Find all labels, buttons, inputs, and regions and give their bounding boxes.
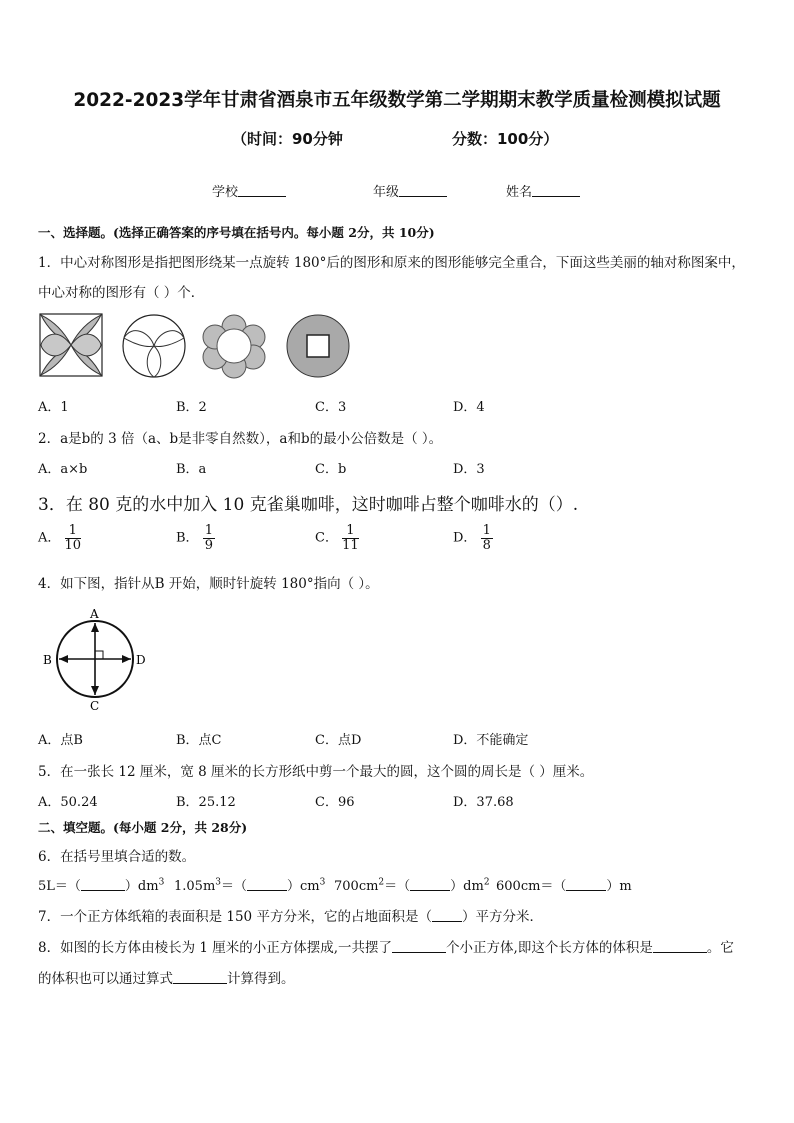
q8-line1 (38, 936, 734, 956)
answer-blank[interactable] (81, 878, 125, 891)
q4-option-b[interactable]: B．点C (176, 733, 222, 748)
q6-item-3-mid: ＝（ (384, 879, 411, 894)
name-label: 姓名 (506, 185, 533, 200)
denominator: 8 (482, 537, 491, 553)
compass-label-d: D (136, 653, 146, 667)
answer-blank[interactable] (392, 940, 446, 953)
compass-label-a: A (90, 607, 99, 621)
q4-option-d[interactable]: D．不能确定 (453, 733, 529, 748)
q6-item-1-sup: 3 (158, 877, 165, 888)
section-2-heading: 二、填空题。(每小题 2分，共 28分) (38, 820, 248, 835)
q1-option-b[interactable]: B．2 (176, 400, 207, 415)
q6-item-3-presup: 2 (378, 877, 385, 888)
answer-blank[interactable] (173, 971, 227, 984)
q6-item-2-mid: ＝（ (221, 879, 248, 894)
q5-option-c[interactable]: C．96 (315, 795, 355, 810)
q6-item-4 (496, 875, 632, 894)
square-petal-figure (40, 314, 102, 376)
denominator: 9 (204, 537, 213, 553)
q8-line2 (38, 967, 295, 987)
school-field[interactable] (212, 181, 286, 200)
q3-option-a-label: A． (38, 530, 61, 546)
q4-option-a[interactable]: A．点B (38, 733, 83, 748)
q5-option-b[interactable]: B．25.12 (176, 795, 236, 810)
school-label: 学校 (212, 185, 239, 200)
q6-item-2 (174, 875, 325, 894)
q1-figures (38, 312, 358, 380)
q2-text: 2．a是b的 3 倍（a、b是非零自然数），a和b的最小公倍数是（ ）。 (38, 431, 443, 447)
coin-figure (287, 315, 349, 377)
q8-part-2: 个小正方体,即这个长方体的体积是 (446, 940, 653, 956)
page-title: 2022-2023学年甘肃省酒泉市五年级数学第二学期期末教学质量检测模拟试题 (73, 90, 721, 111)
q3-option-c-label: C． (315, 530, 338, 546)
q6-item-2-pre: 1.05m (174, 879, 216, 894)
compass-label-b: B (43, 653, 52, 667)
q6-item-2-sup: 3 (319, 877, 326, 888)
q3-option-d[interactable] (453, 524, 493, 552)
q4-text: 4．如下图，指针从B 开始，顺时针旋转 180°指向（ ）。 (38, 576, 379, 592)
grade-field[interactable] (373, 181, 447, 200)
answer-blank[interactable] (410, 878, 450, 891)
q3-text: 3．在 80 克的水中加入 10 克雀巢咖啡，这时咖啡占整个咖啡水的（）. (38, 495, 579, 515)
q8-part-4: 的体积也可以通过算式 (38, 971, 173, 987)
q1-option-c[interactable]: C．3 (315, 400, 347, 415)
q2-option-d[interactable]: D．3 (453, 462, 485, 477)
q1-line1: 1．中心对称图形是指把图形绕某一点旋转 180°后的图形和原来的图形能够完全重合，下面这些美丽的轴对称图案中， (38, 255, 745, 271)
q7-text (38, 905, 543, 925)
answer-blank[interactable] (653, 940, 707, 953)
grade-label: 年级 (373, 185, 400, 200)
q3-option-b-label: B． (176, 530, 199, 546)
q4-option-c[interactable]: C．点D (315, 733, 362, 748)
circle-petal-figure (123, 315, 185, 377)
denominator: 11 (342, 537, 359, 553)
answer-blank[interactable] (247, 878, 287, 891)
q6-item-1-pre: 5L＝（ (38, 879, 81, 894)
q2-option-b[interactable]: B．a (176, 462, 207, 477)
q6-text: 6．在括号里填合适的数。 (38, 849, 196, 865)
q6-item-3-sup: 2 (483, 877, 490, 888)
q6-item-2-post: ）cm (287, 879, 320, 894)
q3-option-b[interactable] (176, 524, 215, 552)
numerator: 1 (482, 523, 491, 538)
q2-option-a[interactable]: A．a×b (38, 462, 88, 477)
numerator: 1 (342, 524, 359, 539)
q1-line2: 中心对称的图形有（ ）个． (38, 285, 205, 301)
q6-item-3-pre: 700cm (334, 879, 379, 894)
q6-item-2-presup: 3 (215, 877, 222, 888)
fraction (342, 524, 359, 552)
q6-item-1 (38, 875, 164, 894)
exam-time: （时间：90分钟 (232, 130, 343, 148)
name-field[interactable] (506, 181, 580, 200)
q3-option-c[interactable] (315, 524, 359, 552)
section-1-heading: 一、选择题。(选择正确答案的序号填在括号内。每小题 2分，共 10分) (38, 225, 435, 240)
answer-blank[interactable] (566, 878, 606, 891)
q6-item-3 (334, 875, 490, 894)
answer-blank[interactable] (432, 909, 462, 922)
q7-post: ）平方分米． (461, 909, 543, 925)
q7-pre: 7．一个正方体纸箱的表面积是 150 平方分米，它的占地面积是（ (38, 909, 432, 925)
q6-item-3-post: ）dm (450, 879, 484, 894)
denominator: 10 (64, 537, 82, 553)
fraction (65, 524, 82, 552)
flower-figure (203, 315, 265, 378)
q8-part-3: 。它 (706, 940, 734, 956)
q6-item-1-post: ）dm (124, 879, 159, 894)
fraction (481, 524, 493, 552)
q3-option-d-label: D． (453, 530, 477, 546)
compass-label-c: C (90, 699, 100, 713)
numerator: 1 (204, 523, 213, 538)
q2-option-c[interactable]: C．b (315, 462, 347, 477)
q5-option-a[interactable]: A．50.24 (38, 795, 98, 810)
exam-score: 分数：100分） (452, 130, 559, 148)
q8-part-1: 8．如图的长方体由棱长为 1 厘米的小正方体摆成,一共摆了 (38, 940, 393, 956)
q8-part-5: 计算得到。 (227, 971, 295, 987)
q5-text: 5．在一张长 12 厘米，宽 8 厘米的长方形纸中剪一个最大的圆，这个圆的周长是（ ）厘米。 (38, 764, 594, 780)
q6-item-4-post: ）m (606, 879, 632, 894)
fraction (203, 524, 215, 552)
q1-option-d[interactable]: D．4 (453, 400, 485, 415)
q5-option-d[interactable]: D．37.68 (453, 795, 514, 810)
q6-item-4-pre: 600cm＝（ (496, 879, 567, 894)
numerator: 1 (65, 524, 82, 539)
compass-figure (38, 604, 158, 714)
q3-option-a[interactable] (38, 524, 81, 552)
q1-option-a[interactable]: A．1 (38, 400, 69, 415)
